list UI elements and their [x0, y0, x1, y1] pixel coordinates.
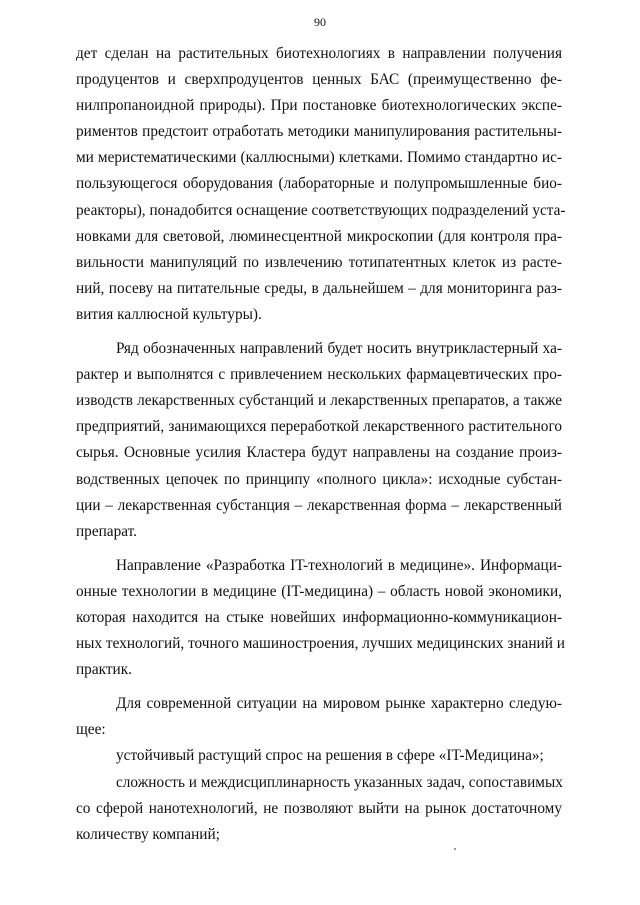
- paragraph-2: [76, 336, 562, 545]
- paragraph-5: [76, 743, 562, 769]
- text-line: Для современной ситуации на мировом рынке характерно следую-: [116, 695, 562, 713]
- paragraph-gap: [76, 328, 562, 336]
- text-line: новками для световой, люминесцентной микроскопии (для контроля пра-: [76, 227, 562, 245]
- text-line: онные технологии в медицине (IT-медицина) – область новой экономики,: [76, 582, 562, 600]
- text-line: водственных цепочек по принципу «полного цикла»: исходные субстан-: [76, 470, 562, 488]
- text-line: нилпропаноидной природы). При постановке биотехнологических экспе-: [76, 97, 562, 115]
- text-line: продуцентов и сверхпродуцентов ценных БАС (преимущественно фе-: [76, 71, 562, 89]
- text-line: предприятий, занимающихся переработкой лекарственного растительного: [76, 418, 562, 436]
- text-line: препарат.: [76, 522, 138, 540]
- paragraph-gap: [76, 545, 562, 553]
- text-line: щее:: [76, 721, 106, 739]
- text-line: количеству компаний;: [76, 825, 220, 843]
- text-line: Направление «Разработка IT-технологий в медицине». Информаци-: [116, 556, 562, 574]
- text-line: сырья. Основные усилия Кластера будут направлены на создание произ-: [76, 444, 562, 462]
- scan-speck: [454, 848, 456, 850]
- paragraph-gap: [76, 683, 562, 691]
- text-line: которая находится на стыке новейших информационно-коммуникацион-: [76, 608, 562, 626]
- paragraph-3: [76, 553, 565, 683]
- text-line: сложность и междисциплинарность указанных задач, сопоставимых: [116, 773, 563, 791]
- text-line: риментов предстоит отработать методики манипулирования растительны-: [76, 123, 562, 141]
- text-line: Ряд обозначенных направлений будет носить внутрикластерный ха-: [116, 340, 562, 358]
- text-line: устойчивый растущий спрос на решения в сфере «IT-Медицина»;: [116, 747, 544, 765]
- text-line: практик.: [76, 661, 132, 679]
- text-line: реакторы), понадобится оснащение соответствующих подразделений уста-: [76, 201, 566, 219]
- page-number: 90: [314, 15, 326, 29]
- page-body: [76, 41, 566, 848]
- text-line: ний, посеву на питательные среды, в дальнейшем – для мониторинга раз-: [76, 279, 562, 297]
- paragraph-4: [76, 691, 562, 743]
- text-line: пользующегося оборудования (лабораторные и полупромышленные био-: [76, 175, 562, 193]
- text-line: дет сделан на растительных биотехнологиях в направлении получения: [76, 45, 562, 62]
- text-line: ми меристематическими (каллюсными) клетками. Помимо стандартно ис-: [76, 149, 562, 167]
- text-line: рактер и выполнятся с привлечением нескольких фармацевтических про-: [76, 366, 562, 384]
- text-line: ных технологий, точного машиностроения, лучших медицинских знаний и: [76, 635, 565, 653]
- text-line: со сферой нанотехнологий, не позволяют выйти на рынок достаточному: [76, 799, 562, 817]
- text-line: изводств лекарственных субстанций и лекарственных препаратов, а также: [76, 392, 562, 410]
- text-line: вильности манипуляций по извлечению тотипатентных клеток из расте-: [76, 253, 562, 271]
- text-line: вития каллюсной культуры).: [76, 305, 262, 323]
- paragraph-6: [76, 770, 562, 848]
- paragraph-1: [76, 41, 566, 328]
- text-line: ции – лекарственная субстанция – лекарственная форма – лекарственный: [76, 496, 562, 514]
